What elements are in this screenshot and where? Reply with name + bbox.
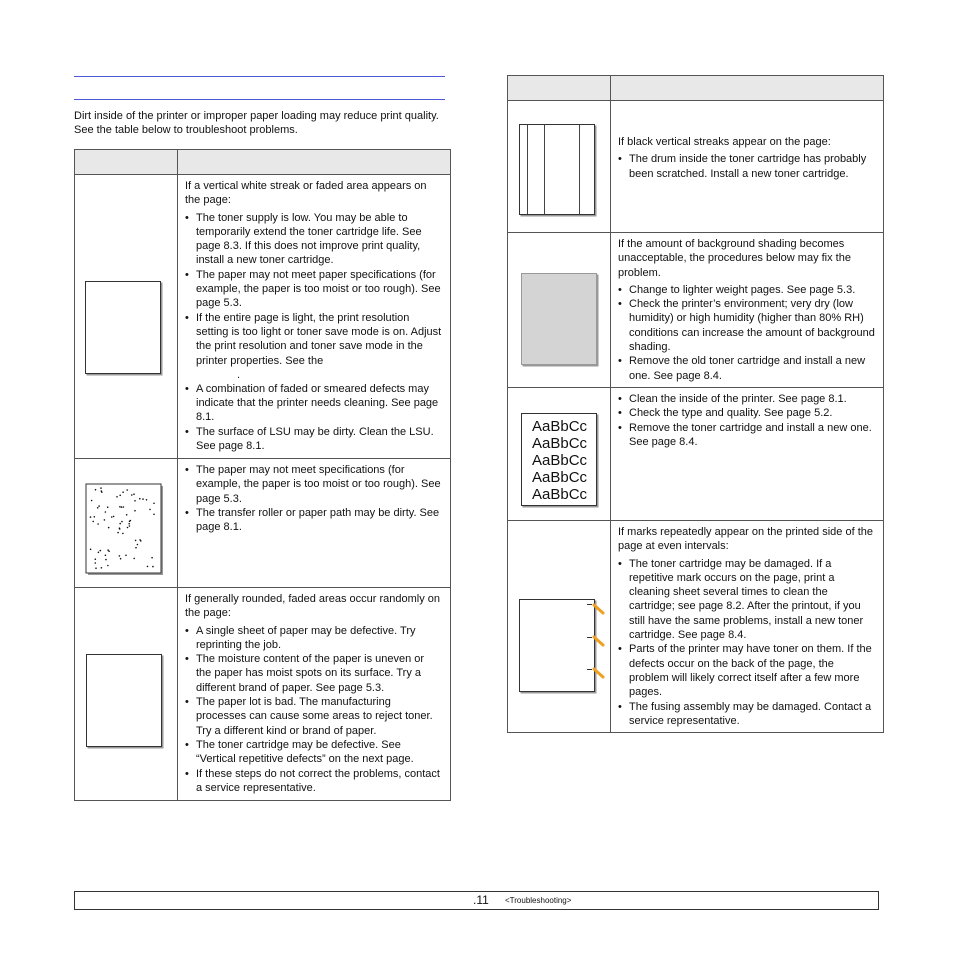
solution-lead: If the amount of background shading becomes unacceptable, the procedures below may fix the problem. — [618, 238, 851, 279]
list-item: • If these steps do not correct the problems, contact a service representative. — [185, 767, 442, 796]
solution-lead: If generally rounded, faded areas occur randomly on the page: — [185, 593, 440, 620]
solution-cell — [178, 175, 451, 459]
toner-smear-illustration — [508, 387, 611, 520]
list-item: • A combination of faded or smeared defects may indicate that the printer needs cleaning. See page 8.1. — [185, 382, 442, 425]
speckled-page-icon — [85, 483, 165, 577]
list-item: • The toner supply is low. You may be able to temporarily extend the toner cartridge life. See page 8.3. If this does not improve print quality, install a new toner cartridge. — [185, 211, 442, 268]
page-sample — [86, 654, 162, 747]
list-item: • Check the type and quality. See page 5.2. — [618, 406, 875, 420]
solution-header — [611, 76, 884, 101]
dropout-illustration — [75, 588, 178, 801]
page-sample — [85, 281, 161, 374]
table-header — [75, 150, 451, 175]
stray-period: . — [237, 368, 241, 381]
gray-background-illustration — [508, 233, 611, 388]
intro-paragraph: Dirt inside of the printer or improper paper loading may reduce print quality. See the table below to troubleshoot problems. — [74, 110, 439, 136]
right-troubleshooting-table — [507, 75, 884, 733]
list-item: • Check the printer’s environment; very dry (low humidity) or high humidity (higher than 80% RH) conditions can increase the amount of background shading. — [618, 297, 875, 354]
list-item: • Remove the toner cartridge and install a new one. See page 8.4. — [618, 421, 875, 450]
list-item: • The surface of LSU may be dirty. Clean the LSU. See page 8.1. — [185, 425, 442, 454]
streak-line — [544, 125, 545, 214]
solution-cell — [178, 588, 451, 801]
list-item: • The fusing assembly may be damaged. Contact a service representative. — [618, 700, 875, 729]
list-item: • Remove the old toner cartridge and install a new one. See page 8.4. — [618, 354, 875, 383]
list-item: • The paper may not meet paper specifications (for example, the paper is too moist or too rough). See page 5.3. — [185, 268, 442, 311]
table-row — [508, 387, 884, 520]
table-row — [508, 233, 884, 388]
table-row — [508, 101, 884, 233]
list-item: • Clean the inside of the printer. See page 8.1. — [618, 392, 875, 406]
solution-cell — [611, 387, 884, 520]
list-item: • The moisture content of the paper is uneven or the paper has moist spots on its surface. Try a different brand of paper. See page 5.3. — [185, 652, 442, 695]
repetitive-defects-illustration — [508, 520, 611, 732]
list-item: • The drum inside the toner cartridge has probably been scratched. Install a new toner cartridge. — [618, 152, 875, 181]
list-item: • A single sheet of paper may be defective. Try reprinting the job. — [185, 624, 442, 653]
page-sample — [521, 413, 597, 506]
page-sample — [521, 273, 597, 365]
solution-cell — [611, 233, 884, 388]
solution-cell — [611, 520, 884, 732]
table-row — [75, 588, 451, 801]
table-row — [75, 459, 451, 588]
solution-lead: If black vertical streaks appear on the page: — [618, 136, 831, 148]
light-print-illustration — [75, 175, 178, 459]
top-rule — [74, 76, 445, 77]
page-sample — [519, 124, 595, 215]
toner-specks-illustration — [75, 459, 178, 588]
list-item: • The toner cartridge may be defective. See “Vertical repetitive defects” on the next page. — [185, 738, 442, 767]
list-item: • The transfer roller or paper path may be dirty. See page 8.1. — [185, 506, 442, 535]
list-item: • The paper lot is bad. The manufacturing processes can cause some areas to reject toner. Try a different kind or brand of paper. — [185, 695, 442, 738]
page-sample — [519, 599, 595, 692]
repeat-mark-arrows — [592, 599, 608, 691]
solution-lead: If a vertical white streak or faded area appears on the page: — [185, 180, 427, 207]
condition-header — [508, 76, 611, 101]
table-row — [508, 520, 884, 732]
section-name: <Troubleshooting> — [505, 896, 572, 905]
streak-line — [527, 125, 528, 214]
table-header — [508, 76, 884, 101]
solution-header — [178, 150, 451, 175]
solution-lead: If marks repeatedly appear on the printed side of the page at even intervals: — [618, 525, 873, 553]
list-item: • If the entire page is light, the print resolution setting is too light or toner save mode is on. Adjust the print resolution and toner save mode in the printer properties. See the — [185, 311, 442, 368]
list-item: • Parts of the printer may have toner on them. If the defects occur on the back of the page, the problem will likely correct itself after a few more pages. — [618, 642, 875, 699]
table-row — [75, 175, 451, 459]
list-item: • The paper may not meet specifications (for example, the paper is too moist or too rough). See page 5.3. — [185, 463, 442, 506]
smear-sample-text: AaBbCc AaBbCc AaBbCc AaBbCc AaBbCc — [532, 417, 588, 503]
left-troubleshooting-table — [74, 149, 451, 801]
vertical-lines-illustration — [508, 101, 611, 233]
page-footer — [74, 891, 879, 910]
streak-line — [579, 125, 580, 214]
solution-cell — [611, 101, 884, 233]
list-item: • The toner cartridge may be damaged. If a repetitive mark occurs on the page, print a cleaning sheet several times to clean the cartridge; see page 8.2. After the printout, if you still have the same problems, install a new toner cartridge. See page 8.4. — [618, 557, 875, 643]
list-item: • Change to lighter weight pages. See page 5.3. — [618, 283, 875, 297]
page-number: .11 — [473, 893, 489, 907]
section-rule — [74, 99, 445, 100]
solution-cell — [178, 459, 451, 588]
condition-header — [75, 150, 178, 175]
